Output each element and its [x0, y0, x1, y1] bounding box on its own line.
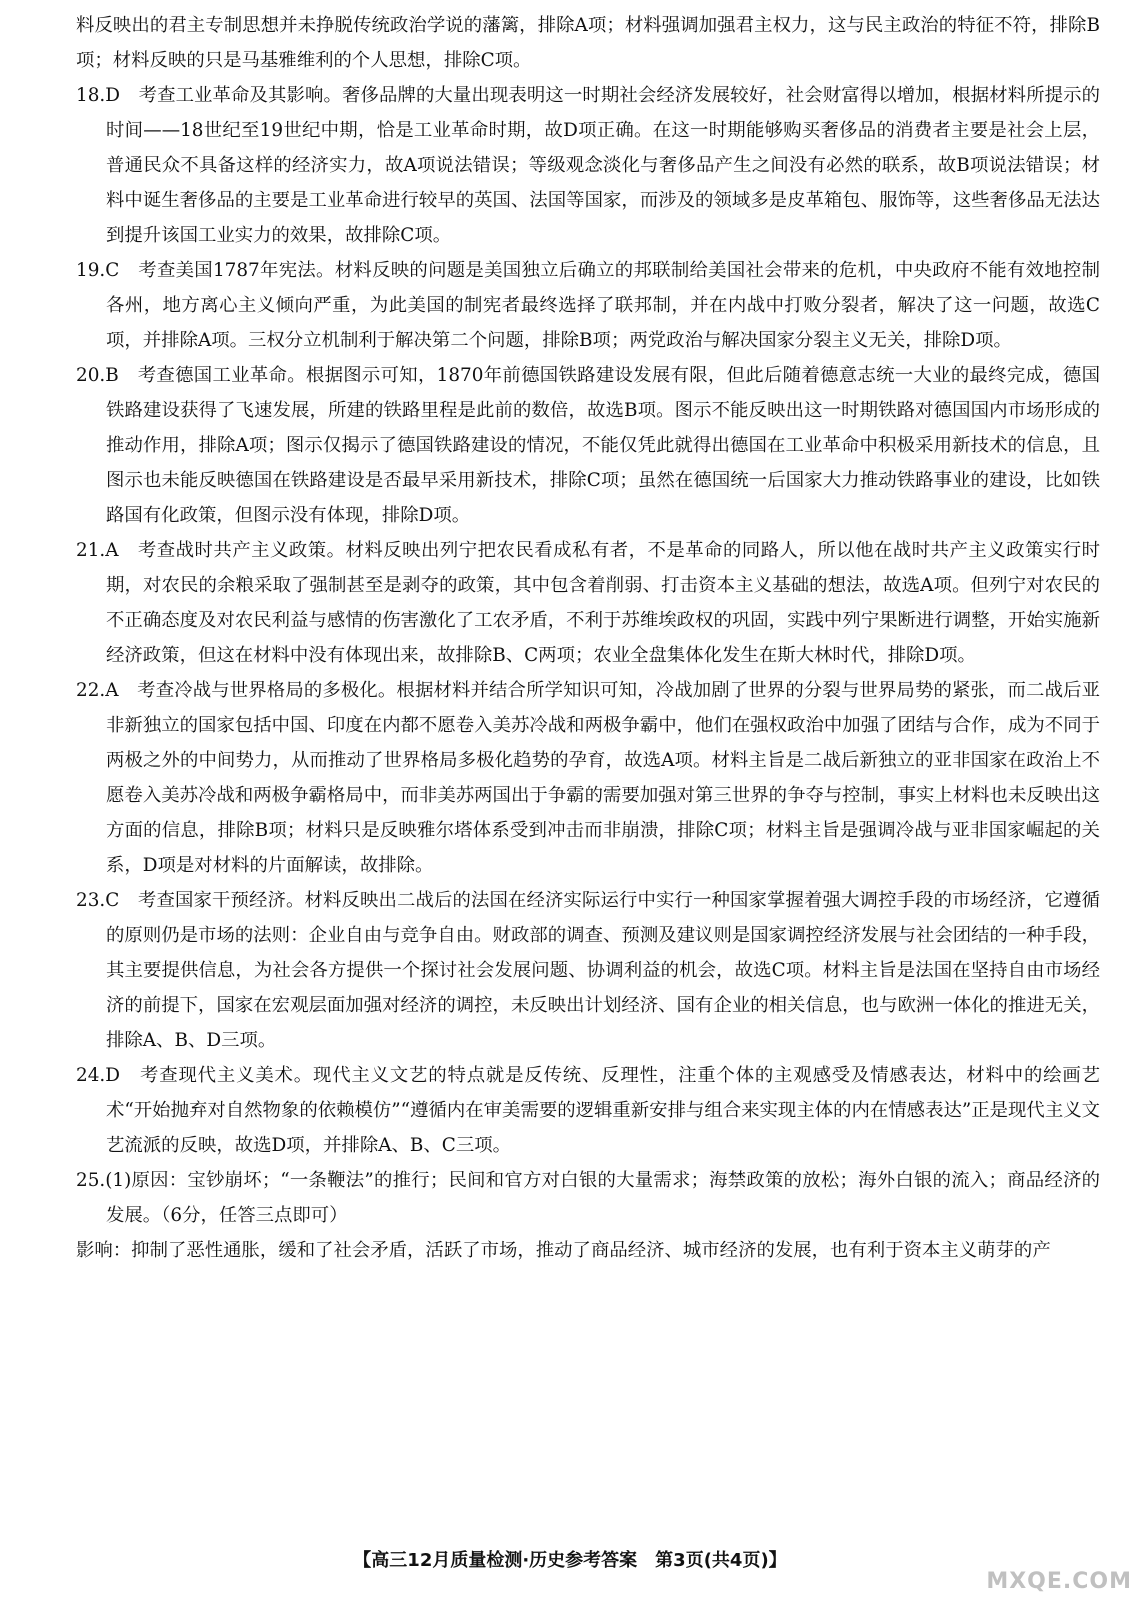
answer-18: 18.D 考查工业革命及其影响。奢侈品牌的大量出现表明这一时期社会经济发展较好，社会财富得以增加，根据材料所提示的时间——18世纪至19世纪中期，恰是工业革命时期，故D项正确。在这一时期能够购买奢侈品的消费者主要是社会上层，普通民众不具备这样的经济实力，故A项说法错误；等级观念淡化与奢侈品产生之间没有必然的联系，故B项说法错误；材料中诞生奢侈品的主要是工业革命进行较早的英国、法国等国家，而涉及的领域多是皮革箱包、服饰等，这些奢侈品无法达到提升该国工业实力的效果，故排除C项。: [76, 85, 1100, 246]
answer-23: 23.C 考查国家干预经济。材料反映出二战后的法国在经济实际运行中实行一种国家掌握着强大调控手段的市场经济，它遵循的原则仍是市场的法则：企业自由与竞争自由。财政部的调查、预测及建议则是国家调控经济发展与社会团结的一种手段，其主要提供信息，为社会各方提供一个探讨社会发展问题、协调利益的机会，故选C项。材料主旨是法国在坚持自由市场经济的前提下，国家在宏观层面加强对经济的调控，未反映出计划经济、国有企业的相关信息，也与欧洲一体化的推进无关，排除A、B、D三项。: [76, 890, 1100, 1051]
answer-25-impact: 影响：抑制了恶性通胀，缓和了社会矛盾，活跃了市场，推动了商品经济、城市经济的发展，也有利于资本主义萌芽的产: [76, 1240, 1051, 1261]
answer-20: 20.B 考查德国工业革命。根据图示可知，1870年前德国铁路建设发展有限，但此后随着德意志统一大业的最终完成，德国铁路建设获得了飞速发展，所建的铁路里程是此前的数倍，故选B项。图示不能反映出这一时期铁路对德国国内市场形成的推动作用，排除A项；图示仅揭示了德国铁路建设的情况，不能仅凭此就得出德国在工业革命中积极采用新技术的信息，且图示也未能反映德国在铁路建设是否最早采用新技术，排除C项；虽然在德国统一后国家大力推动铁路事业的建设，比如铁路国有化政策，但图示没有体现，排除D项。: [76, 365, 1100, 526]
continued-paragraph: 料反映出的君主专制思想并未挣脱传统政治学说的藩篱，排除A项；材料强调加强君主权力，这与民主政治的特征不符，排除B项；材料反映的只是马基雅维利的个人思想，排除C项。: [76, 15, 1100, 71]
site-watermark: MXQE.COM: [986, 1569, 1132, 1594]
answer-19: 19.C 考查美国1787年宪法。材料反映的问题是美国独立后确立的邦联制给美国社会带来的危机，中央政府不能有效地控制各州，地方离心主义倾向严重，为此美国的制宪者最终选择了联邦制，并在内战中打败分裂者，解决了这一问题，故选C项，并排除A项。三权分立机制利于解决第二个问题，排除B项；两党政治与解决国家分裂主义无关，排除D项。: [76, 260, 1100, 351]
answer-22: 22.A 考查冷战与世界格局的多极化。根据材料并结合所学知识可知，冷战加剧了世界的分裂与世界局势的紧张，而二战后亚非新独立的国家包括中国、印度在内都不愿卷入美苏冷战和两极争霸中，他们在强权政治中加强了团结与合作，成为不同于两极之外的中间势力，从而推动了世界格局多极化趋势的孕育，故选A项。材料主旨是二战后新独立的亚非国家在政治上不愿卷入美苏冷战和两极争霸格局中，而非美苏两国出于争霸的需要加强对第三世界的争夺与控制，事实上材料也未反映出这方面的信息，排除B项；材料只是反映雅尔塔体系受到冲击而非崩溃，排除C项；材料主旨是强调冷战与亚非国家崛起的关系，D项是对材料的片面解读，故排除。: [76, 680, 1100, 876]
answer-21: 21.A 考查战时共产主义政策。材料反映出列宁把农民看成私有者，不是革命的同路人，所以他在战时共产主义政策实行时期，对农民的余粮采取了强制甚至是剥夺的政策，其中包含着削弱、打击资本主义基础的想法，故选A项。但列宁对农民的不正确态度及对农民利益与感情的伤害激化了工农矛盾，不利于苏维埃政权的巩固，实践中列宁果断进行调整，开始实施新经济政策，但这在材料中没有体现出来，故排除B、C两项；农业全盘集体化发生在斯大林时代，排除D项。: [76, 540, 1100, 666]
answer-24: 24.D 考查现代主义美术。现代主义文艺的特点就是反传统、反理性，注重个体的主观感受及情感表达，材料中的绘画艺术“开始抛弃对自然物象的依赖模仿”“遵循内在审美需要的逻辑重新安排与组合来实现主体的内在情感表达”正是现代主义文艺流派的反映，故选D项，并排除A、B、C三项。: [76, 1065, 1100, 1156]
answer-25-part1: 25.(1)原因：宝钞崩坏；“一条鞭法”的推行；民间和官方对白银的大量需求；海禁政策的放松；海外白银的流入；商品经济的发展。（6分，任答三点即可）: [76, 1170, 1100, 1226]
page-footer: 【高三12月质量检测·历史参考答案 第3页(共4页)】: [353, 1550, 787, 1571]
